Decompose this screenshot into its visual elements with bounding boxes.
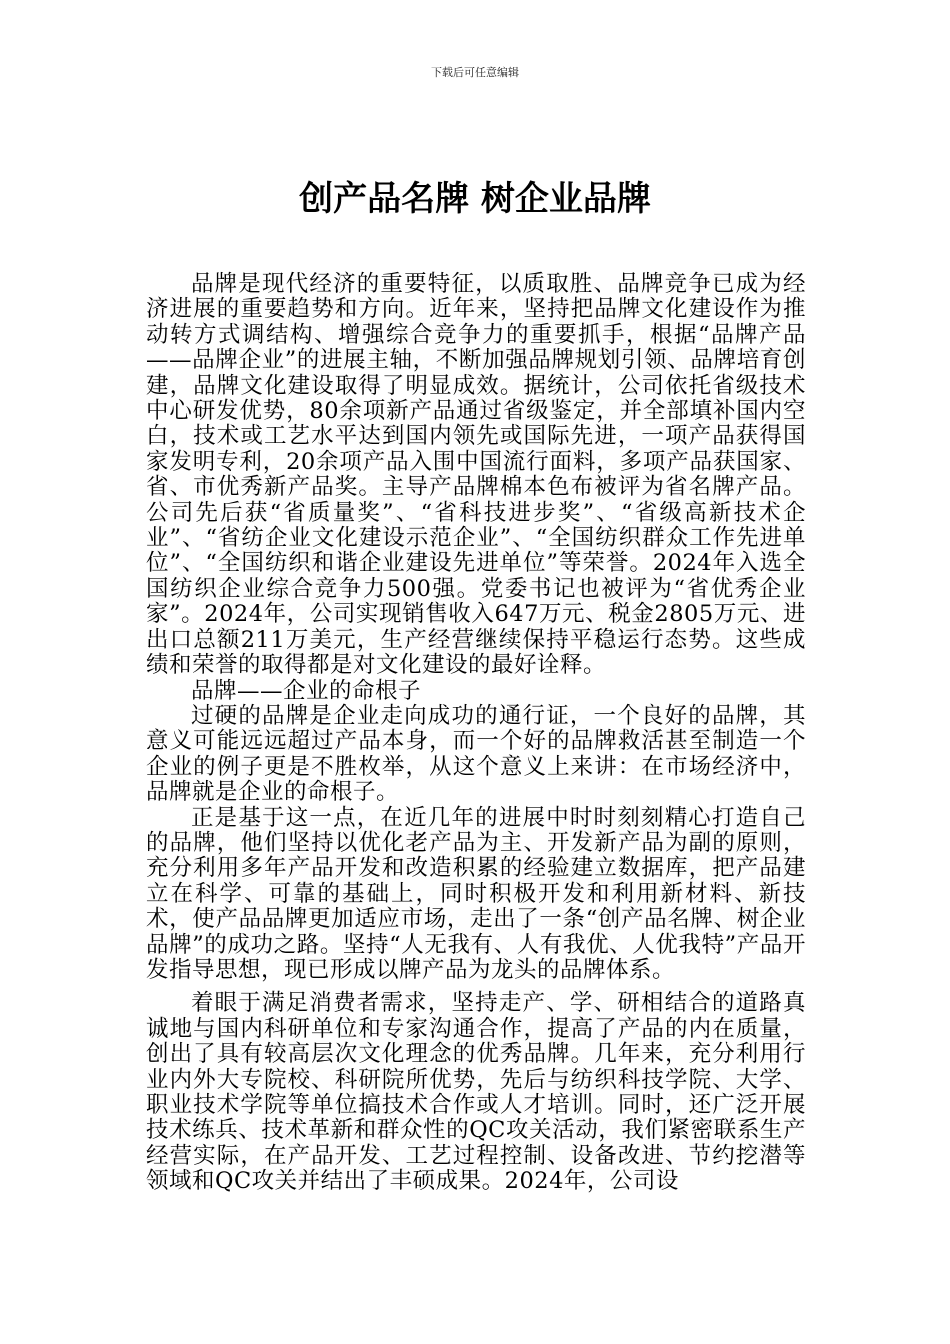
document-body — [146, 272, 806, 1195]
section-heading: 品牌——企业的命根子 — [191, 677, 422, 704]
paragraph-intro: 品牌是现代经济的重要特征，以质取胜、品牌竞争已成为经济进展的重要趋势和方向。近年来，坚持把品牌文化建设作为推动转方式调结构、增强综合竞争力的重要抓手，根据“品牌产品——品牌企业”的进展主轴，不断加强品牌规划引领、品牌培育创建，品牌文化建设取得了明显成效。据统计，公司依托省级技术中心研发优势，80余项新产品通过省级鉴定，并全部填补国内空白，技术或工艺水平达到国内领先或国际先进，一项产品获得国家发明专利，20余项产品入围中国流行面料，多项产品获国家、省、市优秀新产品奖。主导产品牌棉本色布被评为省名牌产品。公司先后获“省质量奖”、“省科技进步奖”、“省级高新技术企业”、“省纺企业文化建设示范企业”、“全国纺织群众工作先进单位”、“全国纺织和谐企业建设先进单位”等荣誉。2024年入选全国纺织企业综合竞争力500强。党委书记也被评为“省优秀企业家”。2024年，公司实现销售收入647万元、税金2805万元、进出口总额211万美元，生产经营继续保持平稳运行态势。这些成绩和荣誉的取得都是对文化建设的最好诠释。 — [146, 271, 806, 679]
document-title: 创产品名牌 树企业品牌 — [299, 179, 651, 219]
paragraph-lifeline: 过硬的品牌是企业走向成功的通行证，一个良好的品牌，其意义可能远远超过产品本身，而一个好的品牌救活甚至制造一个企业的例子更是不胜枚举，从这个意义上来讲：在市场经济中，品牌就是企业的命根子。 — [146, 702, 806, 806]
header-note: 下载后可任意编辑 — [431, 66, 519, 79]
paragraph-brand-building: 正是基于这一点，在近几年的进展中时时刻刻精心打造自己的品牌，他们坚持以优化老产品为主、开发新产品为副的原则，充分利用多年产品开发和改造积累的经验建立数据库，把产品建立在科学、可靠的基础上，同时积极开发和利用新材料、新技术，使产品品牌更加适应市场，走出了一条“创产品名牌、树企业品牌”的成功之路。坚持“人无我有、人有我优、人优我特”产品开发指导思想，现已形成以牌产品为龙头的品牌体系。 — [146, 804, 806, 983]
paragraph-consumer-needs: 着眼于满足消费者需求，坚持走产、学、研相结合的道路真诚地与国内科研单位和专家沟通合作，提高了产品的内在质量，创出了具有较高层次文化理念的优秀品牌。几年来，充分利用行业内外大专院校、科研院所优势，先后与纺织科技学院、大学、职业技术学院等单位搞技术合作或人才培训。同时，还广泛开展技术练兵、技术革新和群众性的QC攻关活动，我们紧密联系生产经营实际，在产品开发、工艺过程控制、设备改进、节约挖潜等领域和QC攻关并结出了丰硕成果。2024年，公司设 — [146, 990, 806, 1195]
